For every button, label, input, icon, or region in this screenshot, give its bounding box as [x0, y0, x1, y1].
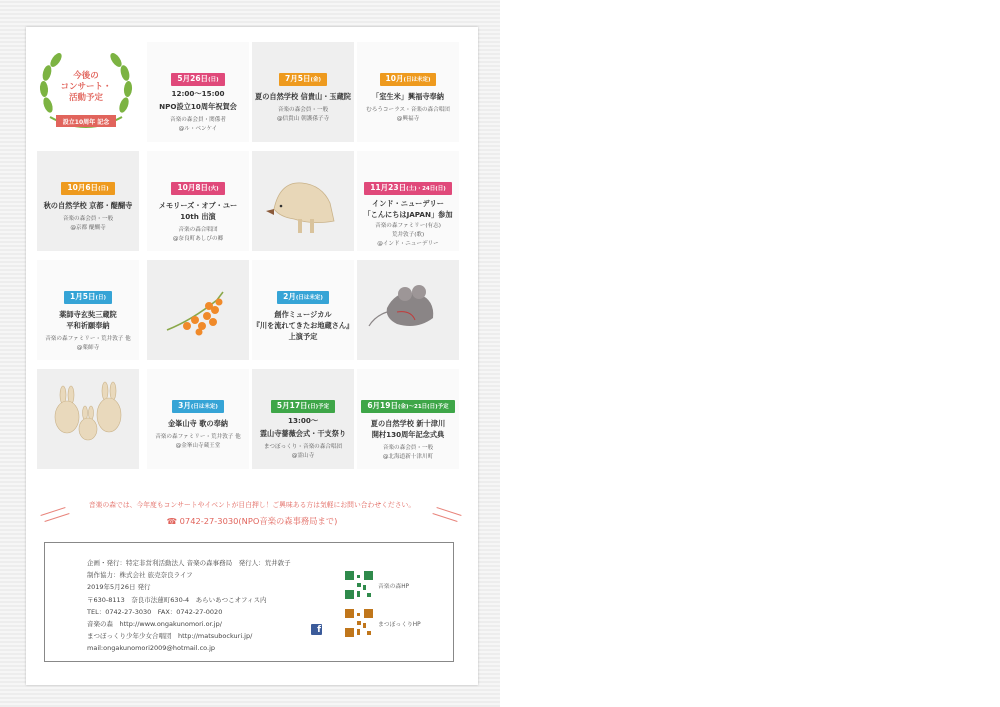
- event-participants: 音楽の森ファミリー(有志): [375, 223, 441, 229]
- event-card: [357, 42, 459, 142]
- event-venue: @金峯山寺蔵王堂: [175, 443, 221, 449]
- schedule-badge: [34, 45, 138, 137]
- event-card: [147, 369, 249, 469]
- event-card: [357, 369, 459, 469]
- info-publisher: 企画・発行：特定非営利活動法人 音楽の森事務局 発行人：荒井敦子: [87, 559, 291, 567]
- event-card: [252, 42, 354, 142]
- event-title: 夏の自然学校 新十津川 開村130周年記念式典: [370, 419, 446, 439]
- event-title: 秋の自然学校 京都・醍醐寺: [43, 201, 133, 210]
- event-venue: @薬師寺: [76, 345, 100, 351]
- event-participants: 音楽の森ファミリー・荒井敦子 他: [45, 336, 131, 342]
- event-title: 霊山寺薔薇会式・干支祭り: [259, 429, 347, 438]
- badge-title-line2: コンサート・: [60, 82, 112, 92]
- event-venue: @北海道新十津川町: [382, 454, 434, 460]
- contact-phone: ☎ 0742-27-3030(NPO音楽の森事務局まで): [166, 516, 338, 526]
- event-card: [37, 151, 139, 251]
- contact-notice: 音楽の森では、今年度もコンサートやイベントが目白押し！ご興味ある方は気軽にお問い合わせください。: [88, 501, 416, 509]
- flyer-page: [26, 27, 478, 685]
- event-title: インド・ニューデリー 「こんにちはJAPAN」参加: [363, 199, 453, 219]
- event-card: [357, 151, 459, 251]
- info-email[interactable]: mail:ongakunomori2009@hotmail.co.jp: [87, 644, 216, 653]
- event-card: [37, 260, 139, 360]
- event-venue: @奈良町あしびの郷: [172, 236, 224, 242]
- event-card: [252, 260, 354, 360]
- event-title: 金峯山寺 歌の奉納: [167, 419, 228, 428]
- qr-label-ongakunomori: 音楽の森HP: [378, 584, 410, 590]
- event-participants: 音楽の森会員・一般: [382, 445, 434, 451]
- event-date-tag: 10月(日は未定): [380, 73, 437, 86]
- qr-code-icon[interactable]: [345, 571, 373, 599]
- event-venue: @信貴山 朝護孫子寺: [276, 116, 330, 122]
- qr-label-matsubockuri: まつぼっくりHP: [378, 622, 421, 628]
- event-participants: 音楽の森会員・一般: [277, 107, 329, 113]
- event-date-tag: 10月6日(日): [61, 182, 114, 195]
- event-venue: @インド・ニューデリー: [377, 241, 439, 247]
- info-site-link[interactable]: 音楽の森 http://www.ongakunomori.or.jp/: [87, 620, 222, 629]
- info-choir-link[interactable]: まつぼっくり少年少女合唱団 http://matsubockuri.jp/: [87, 632, 253, 641]
- event-date-tag: 3月(日は未定): [172, 400, 224, 413]
- event-title: 夏の自然学校 信貴山・玉蔵院: [255, 92, 351, 101]
- event-participants: 音楽の森合唱団: [178, 227, 218, 233]
- event-date-tag: 7月5日(金): [279, 73, 327, 86]
- event-time: 12:00〜15:00: [171, 89, 225, 98]
- event-time: 13:00〜: [287, 416, 319, 425]
- berry-branch-icon: [147, 260, 249, 360]
- badge-ribbon: 設立10周年 記念: [62, 119, 110, 126]
- event-date-tag: 5月26日(日): [171, 73, 224, 86]
- info-cooperation: 制作協力：株式会社 旅売奈良ライフ: [87, 571, 193, 580]
- badge-title-line3: 活動予定: [68, 93, 103, 103]
- berry-branch-illustration: [147, 260, 249, 360]
- event-date-tag: 6月19日(金)〜21日(日)予定: [361, 400, 454, 413]
- wooden-rabbits-icon: [37, 369, 139, 469]
- event-participants: 音楽の森会員・関係者: [170, 117, 226, 123]
- event-card: [147, 42, 249, 142]
- event-participants: 音楽の森会員・一般: [62, 216, 114, 222]
- event-venue: @興福寺: [396, 116, 420, 122]
- badge-title-line1: 今後の: [73, 71, 99, 81]
- event-participants: むろうコーラス・音楽の森合唱団: [366, 107, 450, 113]
- event-date-tag: 1月5日(日): [64, 291, 112, 304]
- event-date-tag: 5月17日(日)予定: [271, 400, 335, 413]
- event-title: NPO設立10周年祝賀会: [159, 102, 237, 111]
- event-date-tag: 2月(日は未定): [277, 291, 329, 304]
- mouse-illustration: [357, 260, 459, 360]
- publication-info-box: [44, 542, 454, 662]
- qr-code-icon[interactable]: [345, 609, 373, 637]
- event-date-tag: 11月23日(土)・24日(日): [364, 182, 452, 195]
- event-date-tag: 10月8日(火): [171, 182, 224, 195]
- event-venue: @霊山寺: [291, 453, 315, 459]
- event-participants: 音楽の森ファミリー・荒井敦子 他: [155, 434, 241, 440]
- event-venue: @京都 醍醐寺: [70, 225, 106, 231]
- info-issue-date: 2019年5月26日 発行: [87, 583, 151, 592]
- event-card: [252, 369, 354, 469]
- rabbits-illustration: [37, 369, 139, 469]
- event-title: メモリーズ・オブ・ユー 10th 出演: [158, 201, 238, 221]
- event-title: 薬師寺玄奘三蔵院 平和祈願奉納: [59, 310, 117, 330]
- info-address: 〒630-8113 奈良市法蓮町630-4 あらいあつこオフィス内: [87, 595, 267, 604]
- facebook-icon[interactable]: f: [311, 624, 322, 635]
- event-card: [147, 151, 249, 251]
- wooden-bird-illustration: [252, 151, 354, 251]
- event-venue: @ル・ベンケイ: [178, 126, 218, 132]
- event-performer: 荒井敦子(歌): [391, 232, 425, 238]
- info-tel-fax: TEL：0742-27-3030 FAX：0742-27-0020: [87, 607, 223, 616]
- wooden-bird-icon: [252, 151, 354, 251]
- mouse-figure-icon: [357, 260, 459, 360]
- event-title: 「室生米」興福寺奉納: [372, 92, 444, 101]
- event-title: 創作ミュージカル 『川を流れてきたお地蔵さん』 上演予定: [252, 310, 354, 341]
- event-participants: まつぼっくり・音楽の森合唱団: [263, 444, 343, 450]
